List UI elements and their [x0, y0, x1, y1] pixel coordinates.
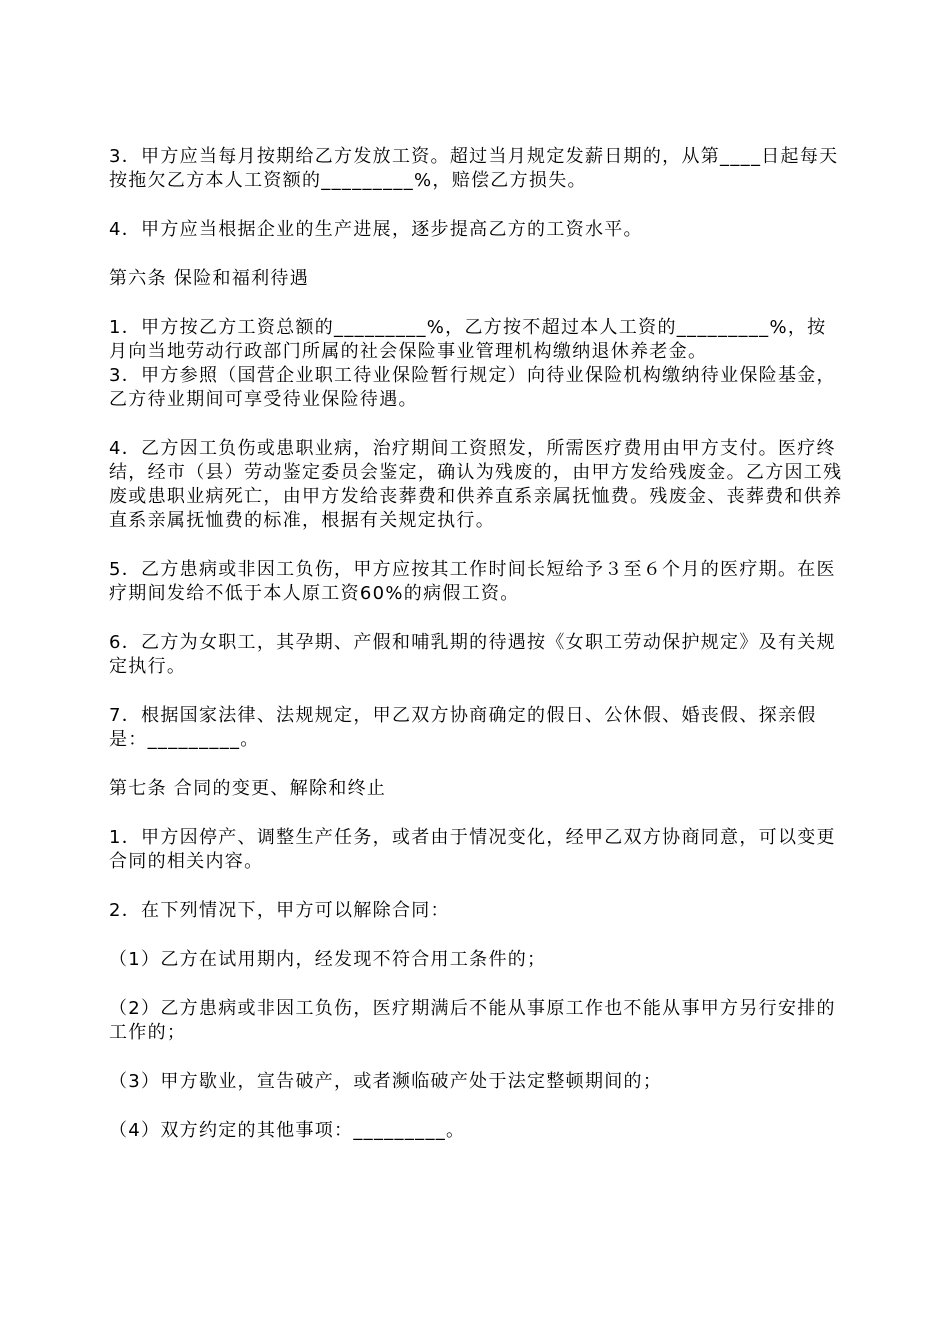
clause-holidays: 7．根据国家法律、法规规定，甲乙双方协商确定的假日、公休假、婚丧假、探亲假是：_________。 — [109, 705, 817, 750]
clause-unemployment-insurance: 3．甲方参照（国营企业职工待业保险暂行规定）向待业保险机构缴纳待业保险基金，乙方待业期间可享受待业保险待遇。 — [109, 365, 836, 410]
section-heading-insurance: 第六条 保险和福利待遇 — [109, 268, 310, 289]
section-heading-contract-change: 第七条 合同的变更、解除和终止 — [109, 778, 387, 799]
clause-work-injury: 4．乙方因工负伤或患职业病，治疗期间工资照发，所需医疗费用由甲方支付。医疗终结，经市（县）劳动鉴定委员会鉴定，确认为残废的，由甲方发给残废金。乙方因工残废或患职业病死亡，由甲方发给丧葬费和供养直系亲属抚恤费。残废金、丧葬费和供养直系亲属抚恤费的标准，根据有关规定执行。 — [109, 438, 843, 531]
clause-wage-increase: 4．甲方应当根据企业的生产进展，逐步提高乙方的工资水平。 — [109, 219, 643, 240]
document-page — [109, 145, 844, 1143]
clause-contract-modification: 1．甲方因停产、调整生产任务，或者由于情况变化，经甲乙双方协商同意，可以变更合同的相关内容。 — [109, 827, 836, 872]
list-item-probation: （1）乙方在试用期内，经发现不符合用工条件的； — [109, 949, 547, 970]
list-item-bankruptcy: （3）甲方歇业，宣告破产，或者濒临破产处于法定整顿期间的； — [109, 1071, 663, 1092]
list-item-other-matters: （4）双方约定的其他事项：_________。 — [109, 1120, 466, 1141]
clause-female-workers: 6．乙方为女职工，其孕期、产假和哺乳期的待遇按《女职工劳动保护规定》及有关规定执行。 — [109, 632, 836, 677]
clause-termination-conditions: 2．在下列情况下，甲方可以解除合同： — [109, 900, 450, 921]
list-item-medical-period: （2）乙方患病或非因工负伤，医疗期满后不能从事原工作也不能从事甲方另行安排的工作的； — [109, 998, 836, 1043]
clause-sick-leave: 5．乙方患病或非因工负伤，甲方应按其工作时间长短给予３至６个月的医疗期。在医疗期间发给不低于本人原工资60%的病假工资。 — [109, 559, 836, 604]
clause-pension: 1．甲方按乙方工资总额的_________%，乙方按不超过本人工资的_________%，按月向当地劳动行政部门所属的社会保险事业管理机构缴纳退休养老金。 — [109, 317, 827, 362]
clause-wage-delay: 3．甲方应当每月按期给乙方发放工资。超过当月规定发薪日期的，从第____日起每天按拖欠乙方本人工资额的_________%，赔偿乙方损失。 — [109, 146, 839, 191]
